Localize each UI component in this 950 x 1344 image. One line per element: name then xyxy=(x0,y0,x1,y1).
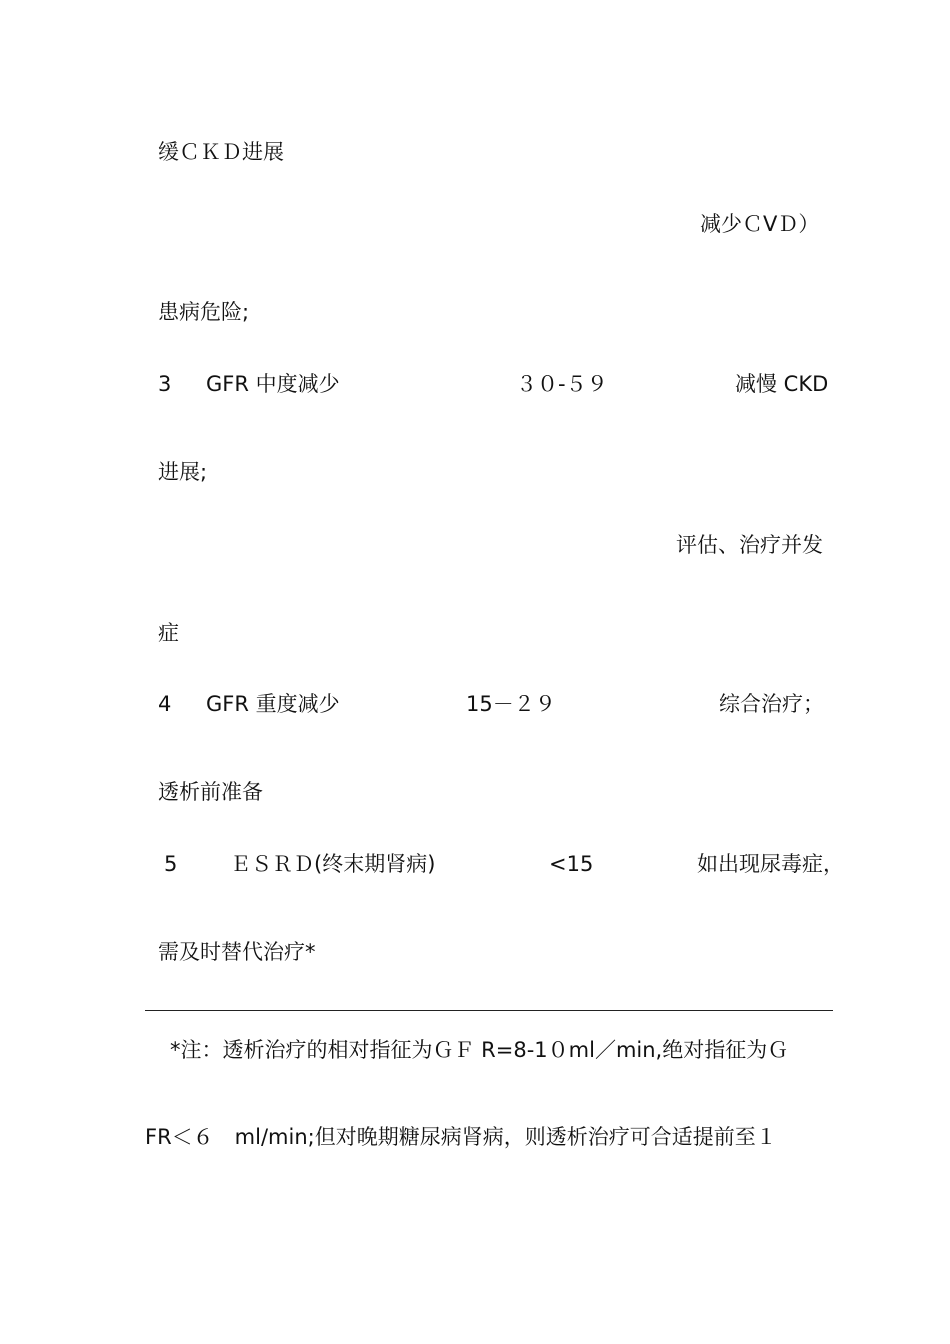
text-complication: 症 xyxy=(158,621,179,645)
text-slow-ckd: 缓ＣＫＤ进展 xyxy=(158,140,284,164)
gfr-range: <15 xyxy=(549,852,594,876)
stage-description: GFR 中度减少 xyxy=(206,372,340,396)
stage-number: 5 xyxy=(164,852,178,876)
stage-action: 减慢 CKD xyxy=(735,372,829,396)
text-replacement-therapy: 需及时替代治疗* xyxy=(158,940,316,964)
text-reduce-cvd: 减少ＣVＤ） xyxy=(700,212,820,236)
footnote-line-2: FR＜６ ml/min;但对晚期糖尿病肾病，则透析治疗可合适提前至１ xyxy=(145,1125,777,1149)
stage-number: 3 xyxy=(158,372,172,396)
stage-action: 综合治疗； xyxy=(719,692,824,716)
gfr-range: ３０-５９ xyxy=(516,372,608,396)
text-evaluate: 评估、治疗并发 xyxy=(676,533,823,557)
text-dialysis-prep: 透析前准备 xyxy=(158,780,263,804)
text-progress: 进展; xyxy=(158,460,208,484)
text-disease-risk: 患病危险; xyxy=(158,300,250,324)
stage-description: GFR 重度减少 xyxy=(206,692,340,716)
gfr-range: 15－２９ xyxy=(466,692,556,716)
table-bottom-divider xyxy=(145,1010,833,1011)
stage-number: 4 xyxy=(158,692,172,716)
stage-description: ＥＳＲＤ(终末期肾病) xyxy=(230,852,436,876)
stage-action: 如出现尿毒症， xyxy=(697,852,844,876)
footnote-line-1: *注：透析治疗的相对指征为ＧＦ R=8-1０ml／min,绝对指征为Ｇ xyxy=(170,1038,789,1062)
